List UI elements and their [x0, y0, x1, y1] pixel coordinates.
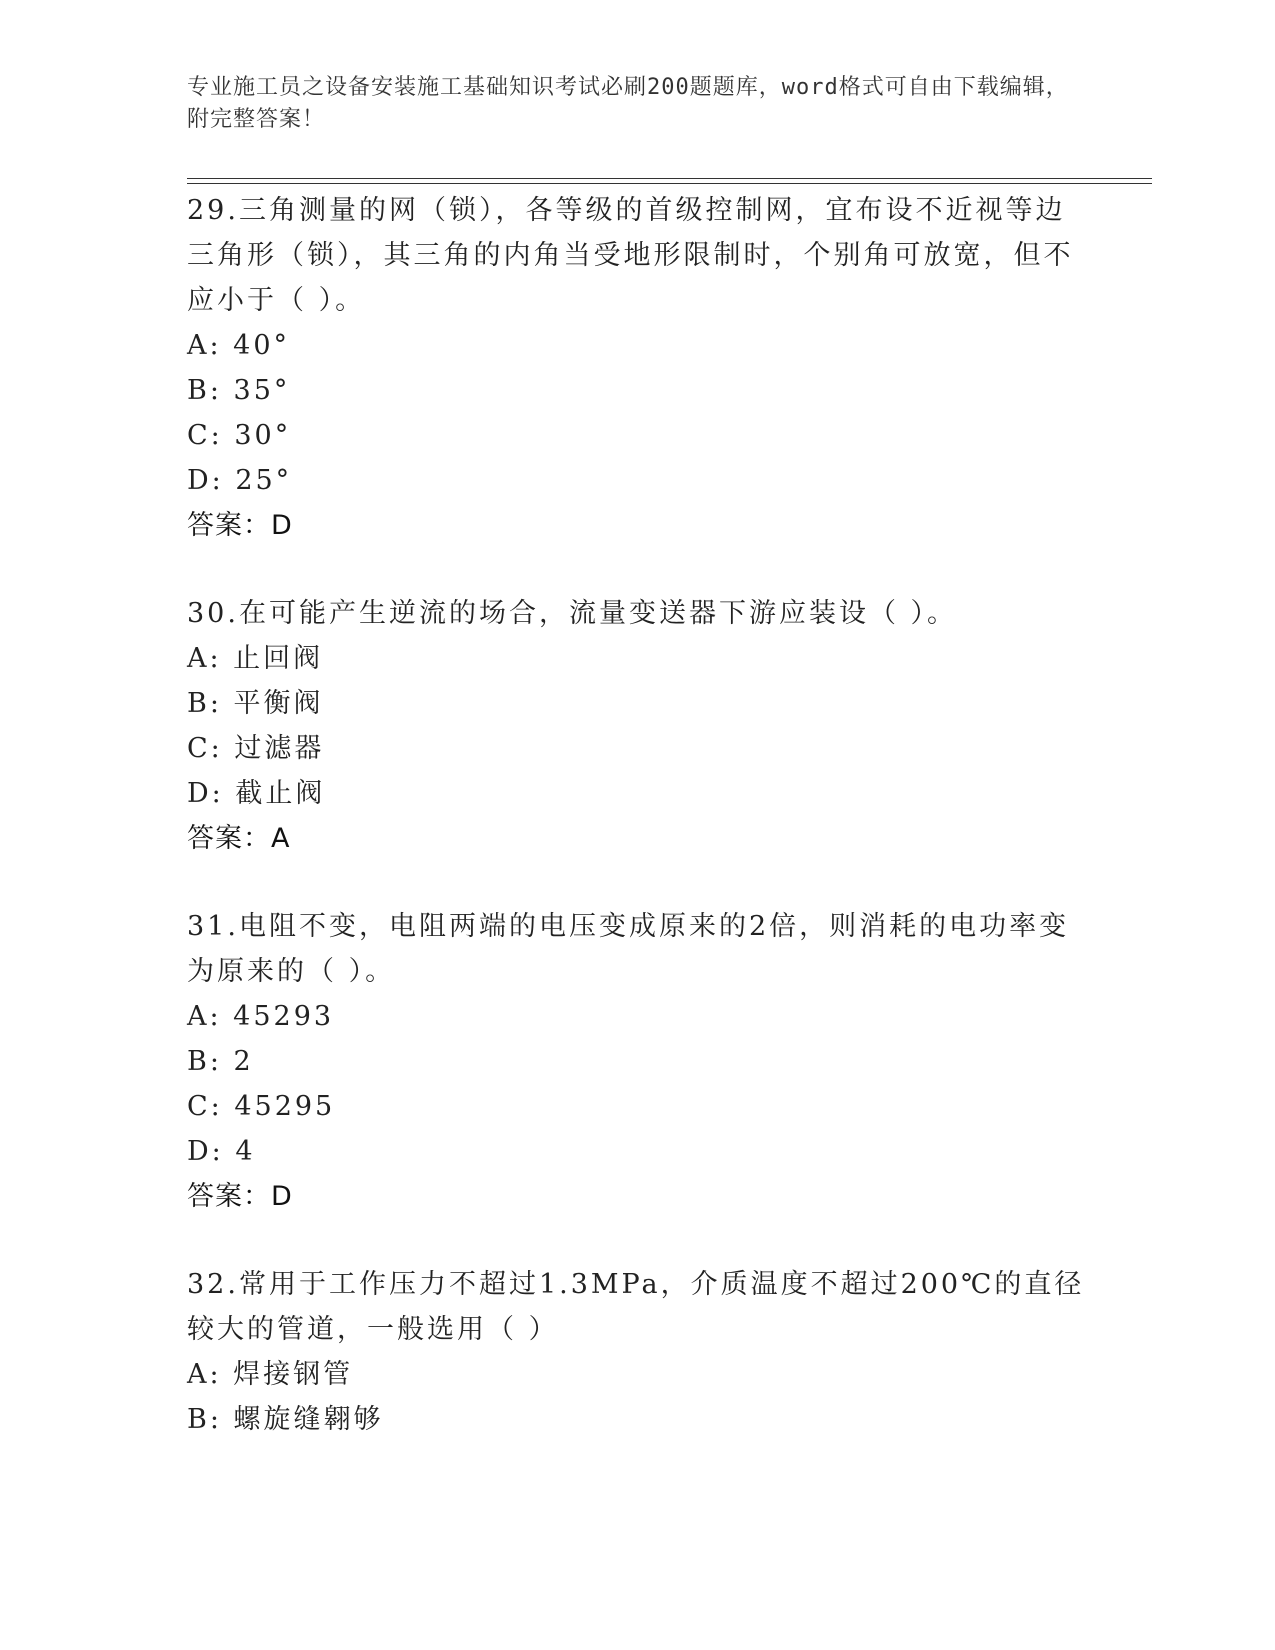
question-text: 32.常用于工作压力不超过1.3MPa，介质温度不超过200℃的直径较大的管道，一般选用（ ）: [187, 1269, 1085, 1345]
question-32: [187, 1262, 1087, 1442]
question-30: [187, 591, 1087, 861]
question-text: 29.三角测量的网（锁），各等级的首级控制网，宜布设不近视等边三角形（锁），其三角的内角当受地形限制时，个别角可放宽，但不应小于（ ）。: [187, 195, 1074, 316]
option-a: A: 焊接钢管: [187, 1359, 354, 1390]
question-29: [187, 188, 1087, 548]
document-header: 专业施工员之设备安装施工基础知识考试必刷200题题库，word格式可自由下载编辑，附完整答案！: [187, 75, 1069, 132]
header-divider-top: [187, 178, 1152, 179]
header-divider-bottom: [187, 183, 1152, 184]
option-d: D: 25°: [187, 465, 293, 496]
option-c: C: 过滤器: [187, 733, 325, 764]
question-text: 30.在可能产生逆流的场合，流量变送器下游应装设（ ）。: [187, 598, 958, 629]
option-b: B: 螺旋缝翱够: [187, 1404, 384, 1435]
option-a: A: 45293: [187, 1001, 335, 1032]
answer-line: 答案：A: [187, 823, 291, 854]
option-d: D: 4: [187, 1136, 256, 1167]
option-b: B: 2: [187, 1046, 254, 1077]
question-text: 31.电阻不变，电阻两端的电压变成原来的2倍，则消耗的电功率变为原来的（ ）。: [187, 911, 1070, 987]
question-list: [187, 188, 1087, 1485]
answer-line: 答案：D: [187, 1181, 293, 1212]
option-b: B: 平衡阀: [187, 688, 324, 719]
question-31: [187, 904, 1087, 1219]
option-c: C: 30°: [187, 420, 292, 451]
option-c: C: 45295: [187, 1091, 336, 1122]
option-b: B: 35°: [187, 375, 291, 406]
option-a: A: 止回阀: [187, 643, 324, 674]
option-a: A: 40°: [187, 330, 291, 361]
answer-line: 答案：D: [187, 510, 293, 541]
option-d: D: 截止阀: [187, 778, 326, 809]
